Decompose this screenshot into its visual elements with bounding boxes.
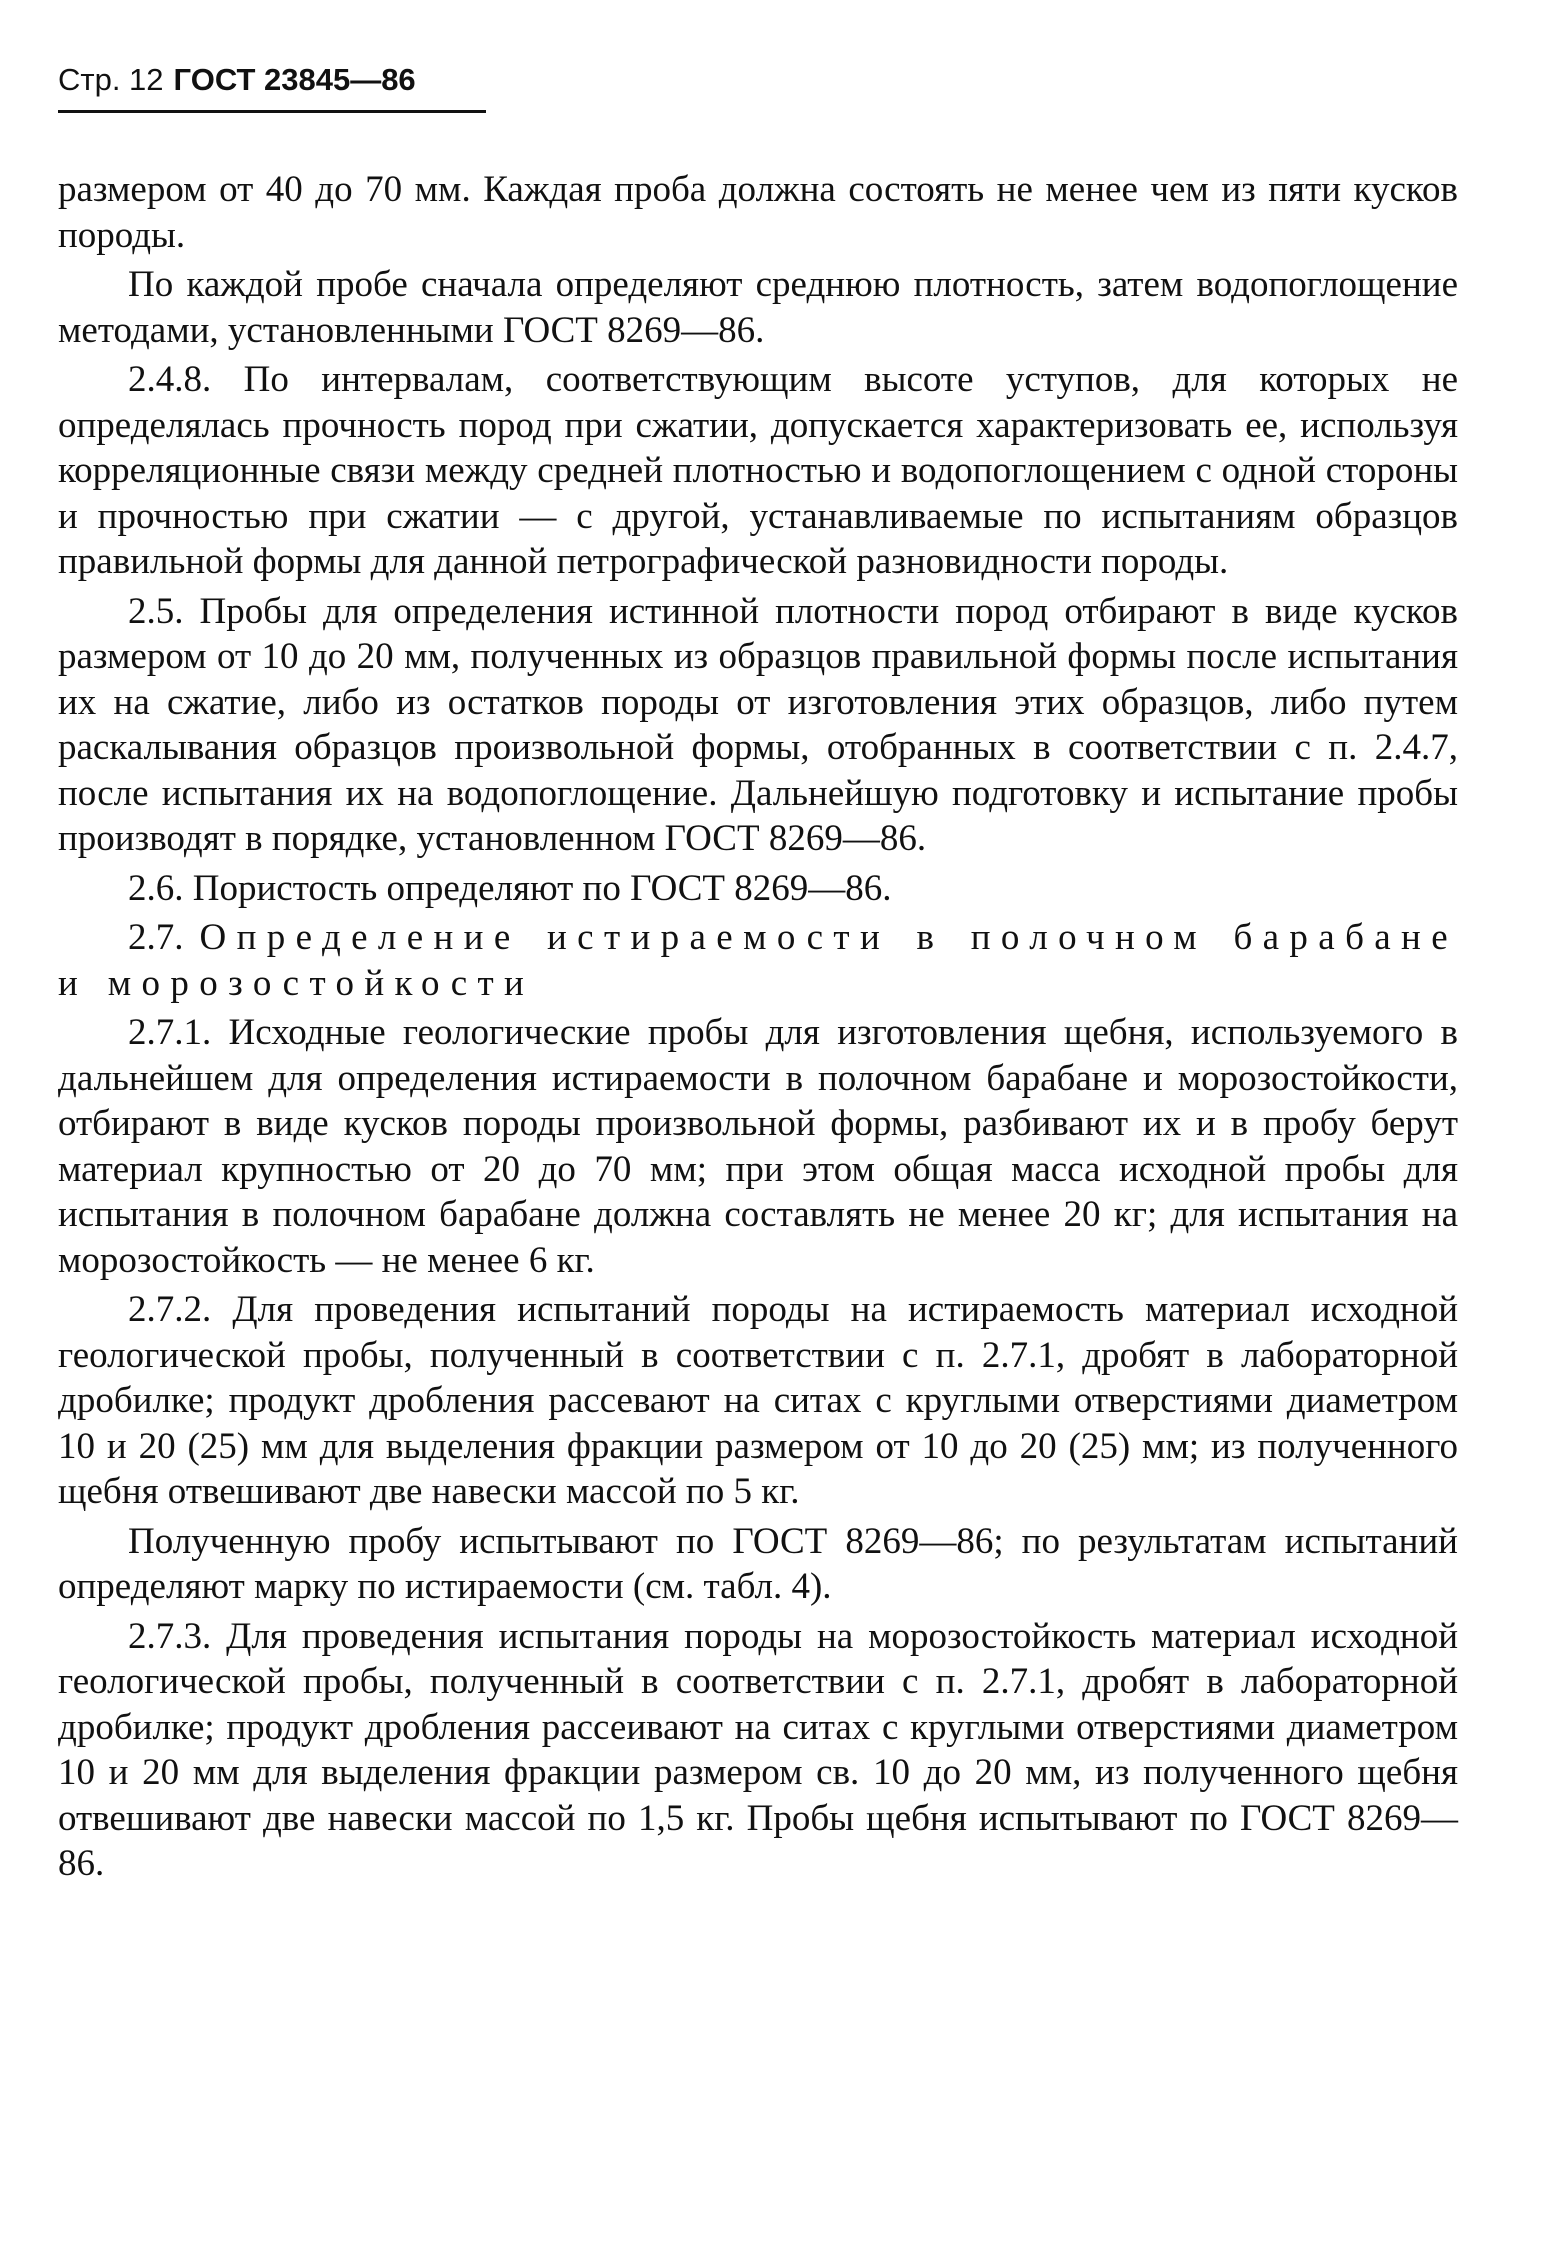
document-page (58, 0, 1458, 2251)
paragraph-2-7-3: 2.7.3. Для проведения испытания породы на морозостойкость материал исходной геологической пробы, полученный в соответствии с п. 2.7.1, дробят в лабораторной дробилке; продукт дробления рассеивают на ситах с круглыми отверстиями диаметром 10 и 20 мм для выделения фракции размером св. 10 до 20 мм, из полученного щебня отвешивают две навески массой по 1,5 кг. Пробы щебня испытывают по ГОСТ 8269—86. (58, 1615, 1458, 1884)
paragraph-2-5: 2.5. Пробы для определения истинной плотности пород отбирают в виде кусков размером от 10 до 20 мм, полученных из образцов правильной формы после испытания их на сжатие, либо из остатков породы от изготовления этих образцов, либо путем раскалывания образцов произвольной формы, отобранных в соответствии с п. 2.4.7, после испытания их на водопоглощение. Дальнейшую подготовку и испытание пробы производят в порядке, установленном ГОСТ 8269—86. (58, 590, 1458, 859)
document-body (58, 167, 1458, 1891)
section-title: Определение истираемости в полочном барабане и морозостойкости (58, 917, 1458, 1004)
page-number-label: Стр. 12 (58, 62, 164, 97)
section-heading-2-7 (58, 915, 1458, 1006)
standard-number: ГОСТ 23845—86 (173, 62, 416, 97)
paragraph-2-7-1: 2.7.1. Исходные геологические пробы для изготовления щебня, используемого в дальнейшем для определения истираемости в полочном барабане и морозостойкости, отбирают в виде кусков породы произвольной формы, разбивают их и в пробу берут материал крупностью от 20 до 70 мм; при этом общая масса исходной пробы для испытания в полочном барабане должна составлять не менее 20 кг; для испытания на морозостойкость — не менее 6 кг. (58, 1012, 1458, 1281)
paragraph-2-6: 2.6. Пористость определяют по ГОСТ 8269—86. (128, 867, 892, 909)
paragraph-continuation: размером от 40 до 70 мм. Каждая проба должна состоять не менее чем из пяти кусков породы. (58, 169, 1458, 256)
paragraph-2-7-2: 2.7.2. Для проведения испытаний породы на истираемость материал исходной геологической пробы, полученный в соответствии с п. 2.7.1, дробят в лабораторной дробилке; продукт дробления рассевают на ситах с круглыми отверстиями диаметром 10 и 20 (25) мм для выделения фракции размером от 10 до 20 (25) мм; из полученного щебня отвешивают две навески массой по 5 кг. (58, 1289, 1458, 1512)
paragraph-2-4-8: 2.4.8. По интервалам, соответствующим высоте уступов, для которых не определялась прочность пород при сжатии, допускается характеризовать ее, используя корреляционные связи между средней плотностью и водопоглощением с одной стороны и прочностью при сжатии — с другой, устанавливаемые по испытаниям образцов правильной формы для данной петрографической разновидности породы. (58, 359, 1458, 582)
section-number: 2.7. (128, 917, 184, 958)
page-header (58, 62, 416, 98)
paragraph-density-test: По каждой пробе сначала определяют среднюю плотность, затем водопоглощение методами, установленными ГОСТ 8269—86. (58, 264, 1458, 351)
paragraph-abrasion-result: Полученную пробу испытывают по ГОСТ 8269—86; по результатам испытаний определяют марку по истираемости (см. табл. 4). (58, 1520, 1458, 1607)
header-divider (58, 110, 486, 113)
